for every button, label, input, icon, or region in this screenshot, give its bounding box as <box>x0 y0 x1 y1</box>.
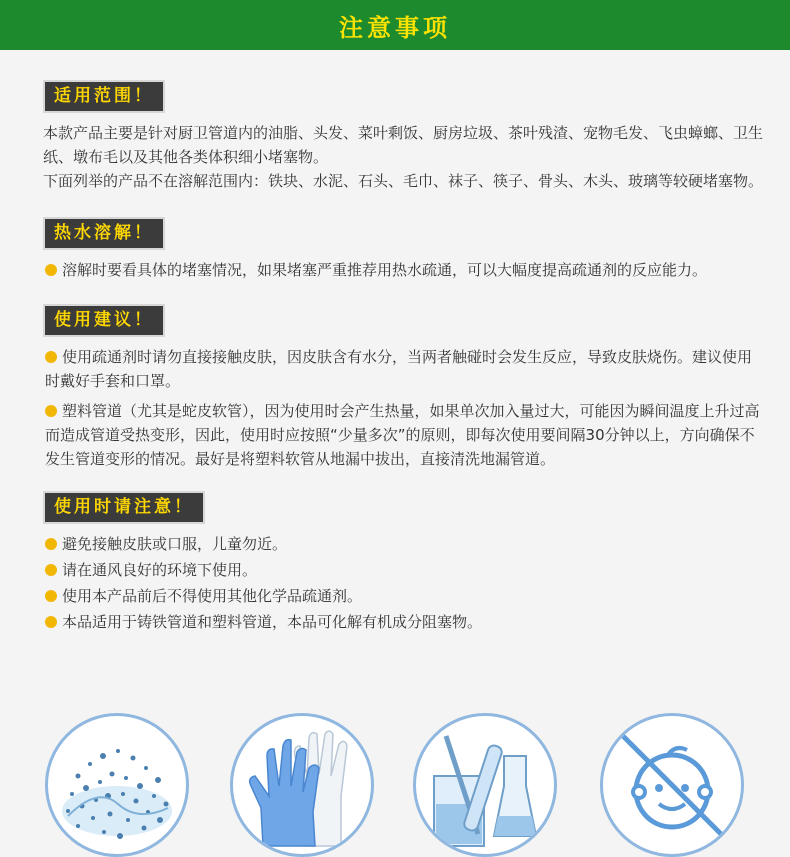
section-advice <box>45 306 765 471</box>
bullet-item: 本品适用于铸铁管道和塑料管道，本品可化解有机成分阻塞物。 <box>45 610 765 634</box>
lab-beakers-icon <box>413 713 557 857</box>
header-banner <box>0 0 790 50</box>
section-title: 使用时请注意！ <box>45 493 203 522</box>
bullet-dot-icon <box>45 264 57 276</box>
bullet-item: 溶解时要看具体的堵塞情况，如果堵塞严重推荐用热水疏通，可以大幅度提高疏通剂的反应能力。 <box>45 258 765 282</box>
bullet-dot-icon <box>45 351 57 363</box>
section-title: 热水溶解！ <box>45 219 163 248</box>
water-splash-icon <box>45 713 189 857</box>
bullet-item: 请在通风良好的环境下使用。 <box>45 558 765 582</box>
gloves-icon <box>230 713 374 857</box>
illustration-row <box>0 713 790 856</box>
bullet-dot-icon <box>45 564 57 576</box>
no-children-icon <box>600 713 744 857</box>
section-title: 适用范围！ <box>45 82 163 111</box>
bullet-item: 避免接触皮肤或口服，儿童勿近。 <box>45 532 765 556</box>
paragraph: 本款产品主要是针对厨卫管道内的油脂、头发、菜叶剩饭、厨房垃圾、茶叶残渣、宠物毛发、飞虫蟑螂、卫生纸、墩布毛以及其他各类体积细小堵塞物。 <box>43 124 764 166</box>
section-title: 使用建议！ <box>45 306 163 335</box>
section-scope <box>45 82 765 193</box>
bullet-item: 使用本产品前后不得使用其他化学品疏通剂。 <box>45 584 765 608</box>
paragraph: 下面列举的产品不在溶解范围内：铁块、水泥、石头、毛巾、袜子、筷子、骨头、木头、玻璃等较硬堵塞物。 <box>43 172 764 190</box>
bullet-dot-icon <box>45 405 57 417</box>
bullet-dot-icon <box>45 616 57 628</box>
section-hot-water <box>45 219 765 282</box>
bullet-item: 塑料管道（尤其是蛇皮软管），因为使用时会产生热量，如果单次加入量过大，可能因为瞬间温度上升过高而造成管道受热变形，因此，使用时应按照“少量多次”的原则，即每次使用要间隔30分钟以上，方向确保不发生管道变形的情况。最好是将塑料软管从地漏中拔出，直接清洗地漏管道。 <box>45 402 760 468</box>
bullet-dot-icon <box>45 538 57 550</box>
section-caution <box>45 493 765 634</box>
bullet-dot-icon <box>45 590 57 602</box>
bullet-item: 使用疏通剂时请勿直接接触皮肤，因皮肤含有水分，当两者触碰时会发生反应，导致皮肤烧伤。建议使用时戴好手套和口罩。 <box>45 348 753 390</box>
page-title: 注意事项 <box>339 13 451 42</box>
notice-content <box>45 82 765 636</box>
